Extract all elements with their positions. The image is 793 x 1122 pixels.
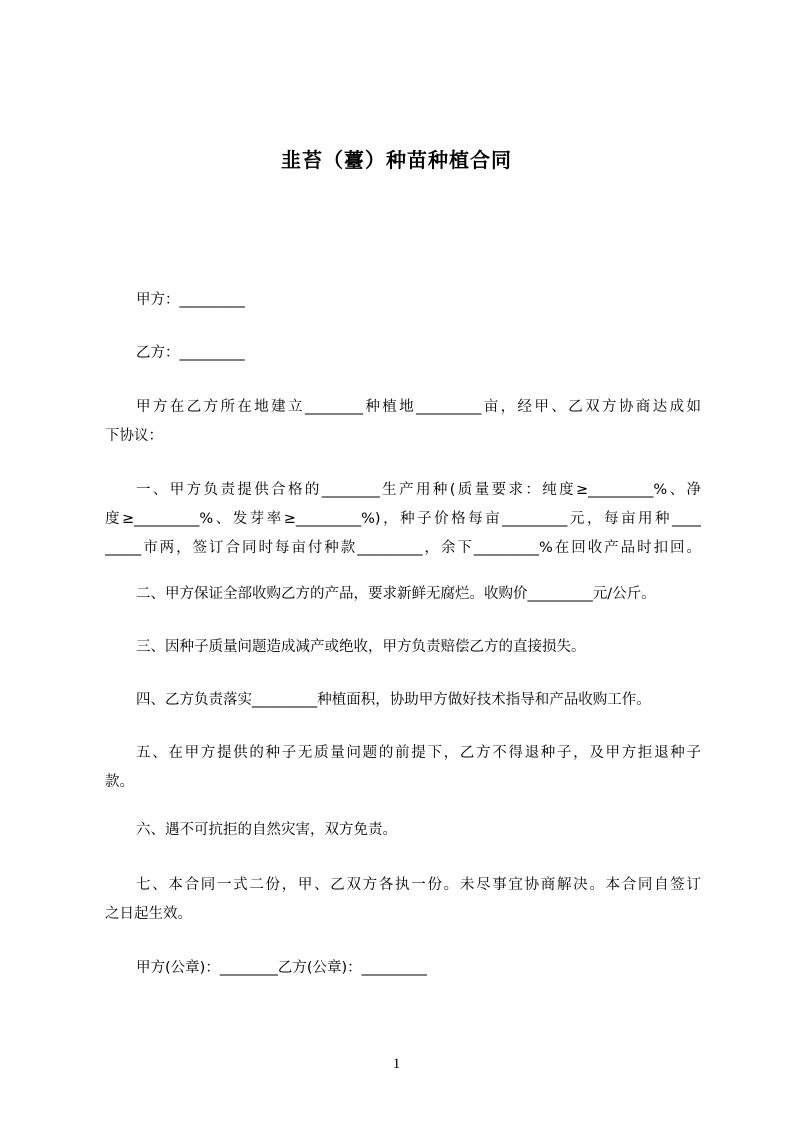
text-line: 度≥_________%、发芽率≥_________%)，种子价格每亩_________元，每亩用种____	[105, 511, 701, 527]
clause-7	[105, 871, 701, 929]
text-line: 六、遇不可抗拒的自然灾害，双方免责。	[136, 822, 397, 838]
clause-5	[105, 739, 701, 797]
text-line: 七、本合同一式二份，甲、乙双方各执一份。未尽事宜协商解决。本合同自签订	[136, 877, 701, 893]
text-line: 一、甲方负责提供合格的________生产用种(质量要求：纯度≥_________%、净	[136, 482, 701, 498]
text-line: _____市两，签订合同时每亩付种款_________，余下_________%在回收产品时扣回。	[105, 540, 701, 556]
signature-block	[105, 954, 701, 983]
text-line: 之日起生效。	[105, 906, 192, 922]
text-line: 三、因种子质量问题造成减产或绝收，甲方负责赔偿乙方的直接损失。	[136, 639, 586, 655]
clause-1	[105, 476, 701, 563]
text-line: 二、甲方保证全部收购乙方的产品，要求新鲜无腐烂。收购价_________元/公斤。	[136, 586, 656, 602]
party-b-line	[105, 339, 701, 368]
preamble-paragraph	[105, 393, 701, 451]
text-line: 款。	[105, 774, 134, 790]
party-a-line	[105, 286, 701, 315]
clause-4	[105, 686, 701, 715]
party-a-text: 甲方：_________	[136, 292, 245, 308]
page-number: 1	[392, 1056, 401, 1072]
clause-3	[105, 633, 701, 662]
party-b-text: 乙方：_________	[136, 345, 245, 361]
text-line: 下协议：	[105, 428, 163, 444]
text-line: 四、乙方负责落实_________种植面积，协助甲方做好技术指导和产品收购工作。	[136, 692, 651, 708]
text-line: 甲方在乙方所在地建立________种植地_________亩，经甲、乙双方协商达成如	[136, 399, 701, 415]
signature-line: 甲方(公章)：________乙方(公章)：_________	[136, 960, 427, 976]
clause-6	[105, 816, 701, 845]
clause-2	[105, 580, 701, 609]
text-line: 五、在甲方提供的种子无质量问题的前提下，乙方不得退种子，及甲方拒退种子	[136, 745, 701, 761]
document-title: 韭苔（薹）种苗种植合同	[281, 148, 512, 172]
